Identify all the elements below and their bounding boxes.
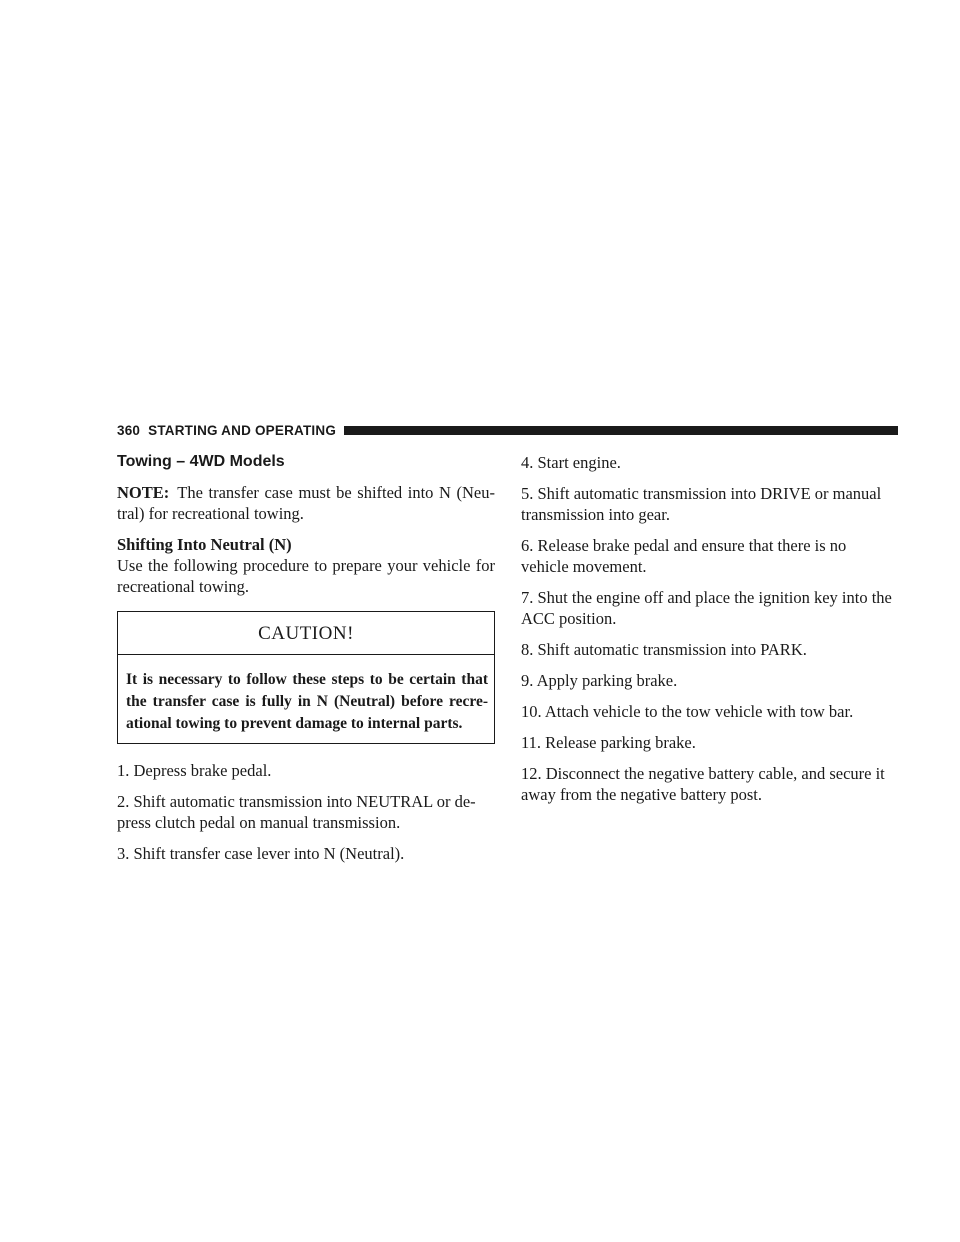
step-item: 2. Shift automatic transmission into NEUTRAL or de-press clutch pedal on manual transmission. — [117, 792, 476, 832]
step-item: 5. Shift automatic transmission into DRIVE or manual transmission into gear. — [521, 484, 882, 524]
caution-title: CAUTION! — [118, 612, 494, 655]
step-item: 9. Apply parking brake. — [521, 671, 678, 690]
note-paragraph — [117, 482, 495, 524]
step-item: 3. Shift transfer case lever into N (Neutral). — [117, 844, 405, 863]
caution-box — [117, 611, 495, 744]
section-heading: Towing – 4WD Models — [117, 453, 285, 470]
left-column — [117, 452, 495, 874]
header-rule — [344, 426, 898, 435]
step-item: 10. Attach vehicle to the tow vehicle with tow bar. — [521, 702, 854, 721]
step-item: 11. Release parking brake. — [521, 733, 696, 752]
step-item: 8. Shift automatic transmission into PARK. — [521, 640, 807, 659]
right-column — [521, 452, 898, 815]
step-item: 1. Depress brake pedal. — [117, 761, 272, 780]
intro-paragraph: Use the following procedure to prepare your vehicle for recreational towing. — [117, 556, 495, 596]
section-title: STARTING AND OPERATING — [148, 422, 337, 438]
step-item: 4. Start engine. — [521, 453, 621, 472]
step-item: 7. Shut the engine off and place the ignition key into the ACC position. — [521, 588, 892, 628]
running-head — [117, 423, 336, 438]
page-number: 360 — [117, 422, 141, 438]
step-item: 6. Release brake pedal and ensure that there is no vehicle movement. — [521, 536, 847, 576]
page-header — [117, 422, 898, 438]
note-label: NOTE: — [117, 483, 170, 502]
subheading: Shifting Into Neutral (N) — [117, 535, 292, 554]
note-text: The transfer case must be shifted into N (Neu-tral) for recreational towing. — [117, 483, 495, 523]
caution-text: It is necessary to follow these steps to be certain that the transfer case is fully in N (Neutral) before recre-ational towing to prevent damage to internal parts. — [126, 671, 488, 732]
step-item: 12. Disconnect the negative battery cable, and secure it away from the negative battery post. — [521, 764, 885, 804]
